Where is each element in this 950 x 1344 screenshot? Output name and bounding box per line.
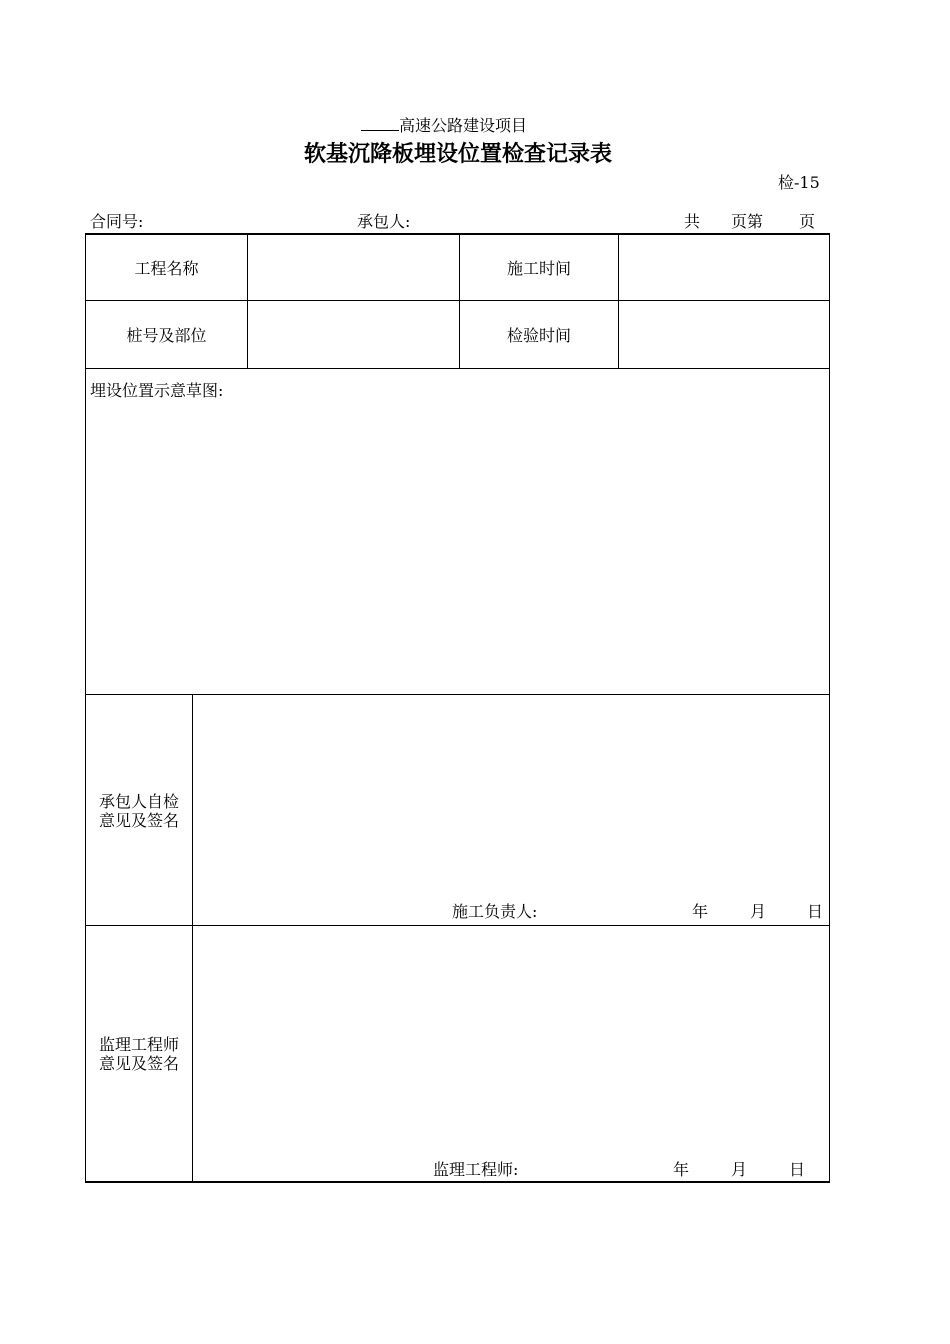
contractor-opinion-label: 承包人自检 意见及签名: [98, 792, 179, 830]
inspection-time-field[interactable]: [619, 301, 829, 368]
project-name-line: [361, 115, 527, 136]
project-name-label: 工程名称: [134, 259, 199, 278]
contractor-day-label: 日: [807, 902, 824, 921]
table-border-bottom: [85, 1181, 830, 1183]
contractor-opinion-area[interactable]: [193, 695, 829, 890]
form-title: 软基沉降板埋设位置检查记录表: [303, 141, 612, 167]
project-name-field[interactable]: [248, 235, 459, 300]
table-border-right: [829, 233, 830, 1183]
page-total-label: 共: [684, 212, 701, 231]
station-location-field[interactable]: [248, 301, 459, 368]
supervisor-month-label: 月: [731, 1160, 748, 1179]
row-divider-2: [85, 368, 830, 369]
contractor-label: 承包人:: [357, 212, 411, 231]
contractor-month-label: 月: [750, 902, 767, 921]
contractor-year-label: 年: [692, 902, 709, 921]
supervisor-opinion-area[interactable]: [193, 926, 829, 1146]
construction-time-field[interactable]: [619, 235, 829, 300]
sketch-area[interactable]: [86, 405, 829, 694]
station-location-label: 桩号及部位: [126, 326, 207, 345]
page-mid-label: 页第: [731, 212, 764, 231]
form-code: 检-15: [778, 173, 820, 192]
project-suffix: 高速公路建设项目: [399, 116, 528, 135]
construction-time-label: 施工时间: [506, 259, 571, 278]
contract-number-label: 合同号:: [90, 212, 144, 231]
sketch-label: 埋设位置示意草图:: [90, 381, 224, 400]
supervisor-opinion-label: 监理工程师 意见及签名: [98, 1035, 179, 1073]
inspection-time-label: 检验时间: [506, 326, 571, 345]
supervisor-year-label: 年: [673, 1160, 690, 1179]
supervisor-day-label: 日: [789, 1160, 806, 1179]
page-end-label: 页: [799, 212, 816, 231]
supervising-engineer-label: 监理工程师:: [433, 1160, 519, 1179]
construction-manager-label: 施工负责人:: [452, 902, 538, 921]
project-name-blank[interactable]: [361, 115, 399, 131]
